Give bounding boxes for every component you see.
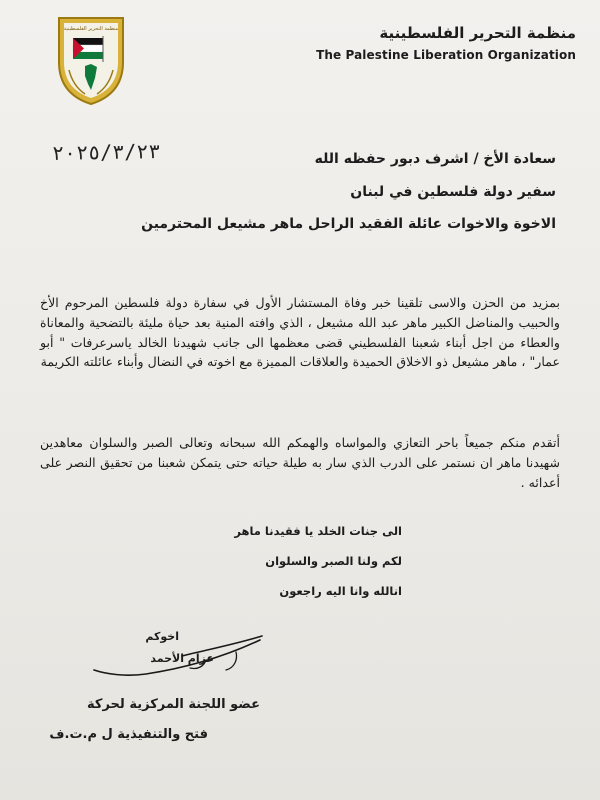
emblem-text: منظمة التحرير الفلسطينية	[63, 26, 119, 32]
org-name-arabic: منظمة التحرير الفلسطينية	[379, 24, 576, 42]
letter-date: ٢٠٢٥/٣/٢٣	[51, 139, 161, 165]
closing-line-3: انالله وانا اليه راجعون	[279, 584, 402, 598]
signature-block	[34, 628, 274, 698]
addressee-family: الاخوة والاخوات عائلة الفقيد الراحل ماهر مشيعل المحترمين	[141, 216, 556, 232]
paragraph-text: أتقدم منكم جميعاً باحر التعازي والمواساه والهمكم الله سبحانه وتعالى الصبر والسلوان معاهدين شهيدنا ماهر ان نستمر على الدرب الذي سار به طيلة حياته حتى يتمكن شعبنا من تحقيق النصر على أعدائه .	[40, 435, 560, 490]
org-name-english: The Palestine Liberation Organization	[316, 48, 576, 62]
signatory-name: عزام الأحمد	[150, 652, 214, 665]
signature-yours: اخوكم	[145, 630, 179, 643]
condolence-paragraph-2	[40, 433, 560, 492]
closing-line-2: لكم ولنا الصبر والسلوان	[265, 554, 402, 568]
paragraph-text: بمزيد من الحزن والاسى تلقينا خبر وفاة المستشار الأول في سفارة دولة فلسطين المرحوم الأخ والحبيب والمناضل الكبير ماهر عبد الله مشيعل ، الذي وافته المنية بعد حياة مليئة بالتضحية والمعاناة والعطاء من اجل أبناء شعبنا الفلسطيني قضى معظمها الى جانب شهيدنا الخالد ياسرعرفات " أبو عمار" ، ماهر مشيعل ذو الاخلاق الحميدة والعلاقات المميزة مع اخوته في النضال وأبناء عائلته الكريمة	[40, 295, 560, 370]
condolence-paragraph-1	[40, 293, 560, 372]
closing-line-1: الى جنات الخلد يا فقيدنا ماهر	[234, 524, 402, 538]
signatory-title-line-2: فتح والتنفيذية ل م.ت.ف	[49, 727, 208, 742]
plo-emblem-icon	[55, 14, 127, 106]
signatory-title-line-1: عضو اللجنة المركزية لحركة	[87, 697, 260, 712]
addressee-title: سفير دولة فلسطين في لبنان	[350, 184, 556, 200]
addressee-ambassador: سعادة الأخ / اشرف دبور حفظه الله	[314, 151, 556, 167]
